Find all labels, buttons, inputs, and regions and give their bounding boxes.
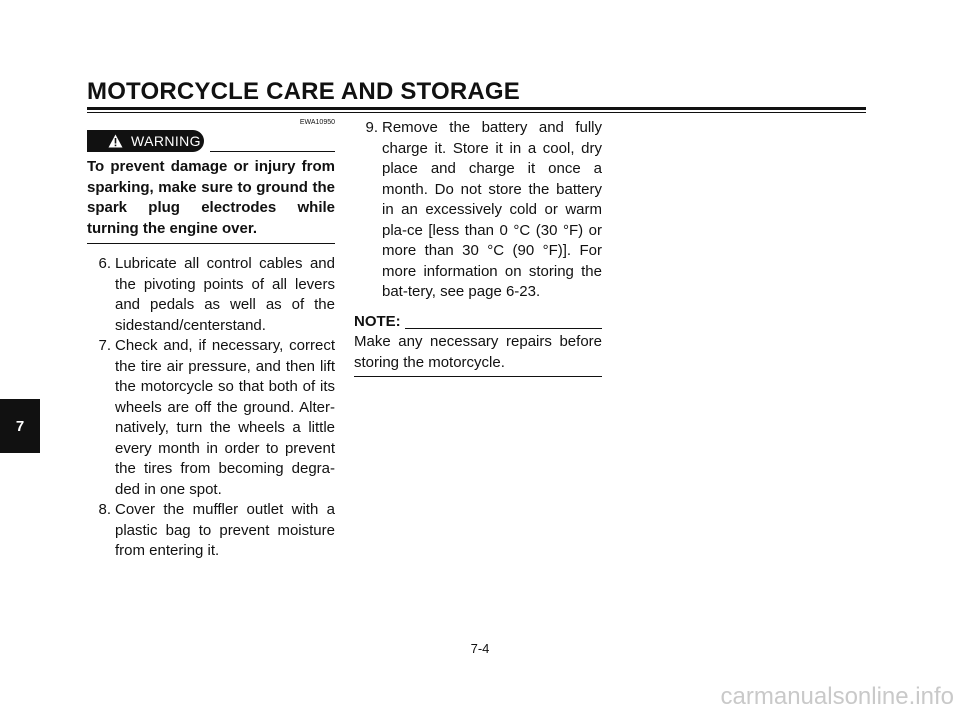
- warning-code: EWA10950: [299, 119, 335, 126]
- note-label: NOTE:: [354, 312, 401, 330]
- step-number: 7.: [98, 337, 111, 354]
- list-item: [87, 500, 335, 562]
- page-number: 7-4: [470, 641, 490, 656]
- list-item: [87, 254, 335, 336]
- right-column: [354, 118, 602, 377]
- section-title: MOTORCYCLE CARE AND STORAGE: [87, 78, 520, 105]
- note-rule: [405, 328, 602, 329]
- list-item: [354, 118, 602, 303]
- steps-list-right: [354, 118, 602, 303]
- step-text: Remove the battery and fully charge it. Store it in a cool, dry place and charge it once a month. Do not store the battery in an excessively cold or warm pla-ce [less than 0 °C (30 °F) or more than 30 °C (90 °F)]. For more information on storing the bat-tery, see page 6-23.: [382, 119, 602, 300]
- note-text: Make any necessary repairs before storing the motorcycle.: [354, 332, 602, 377]
- step-text: Check and, if necessary, correct the tire air pressure, and then lift the motorcycle so that both of its wheels are off the ground. Alter-natively, turn the wheels a little every month in order to prevent the tires from becoming degra-ded in one spot.: [115, 337, 335, 498]
- note-block: [354, 312, 602, 378]
- steps-list-left: [87, 254, 335, 562]
- warning-text: To prevent damage or injury from sparking, make sure to ground the spark plug electrodes while turning the engine over.: [87, 157, 335, 244]
- step-number: 8.: [98, 501, 111, 518]
- note-header: [354, 312, 602, 333]
- watermark: carmanualsonline.info: [720, 683, 954, 710]
- step-text: Cover the muffler outlet with a plastic bag to prevent moisture from entering it.: [115, 501, 335, 559]
- header-rule-thin: [87, 112, 866, 113]
- warning-triangle-icon: [108, 134, 123, 148]
- warning-label: WARNING: [131, 132, 201, 149]
- step-text: Lubricate all control cables and the pivoting points of all levers and pedals as well as of the sidestand/centerstand.: [115, 255, 335, 334]
- left-column: [87, 118, 335, 562]
- list-item: [87, 336, 335, 500]
- header-rule: [87, 107, 866, 110]
- warning-header: [87, 129, 335, 153]
- step-number: 9.: [365, 119, 378, 136]
- step-number: 6.: [98, 255, 111, 272]
- chapter-tab[interactable]: 7: [0, 399, 40, 453]
- warning-badge: [87, 130, 204, 152]
- warning-rule: [210, 151, 335, 152]
